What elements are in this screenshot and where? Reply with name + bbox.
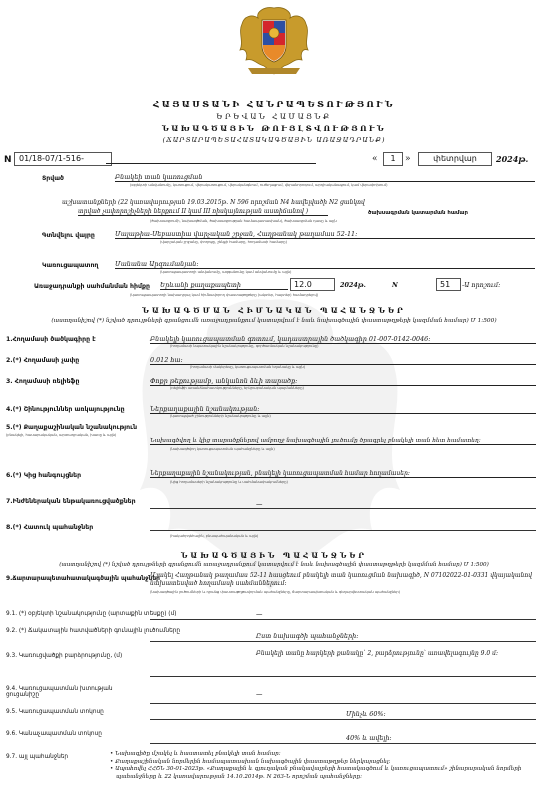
row93-label: 9.3. Կառուցվածքի բարձրությունը, (մ) bbox=[6, 653, 123, 659]
row92-label: 9.2. (*) Ճակատային հատվածների գունային լուծումները bbox=[6, 628, 181, 634]
address-label: Գտնվելու վայրը bbox=[42, 232, 95, 239]
row3-label: 3. Հողամասի ռելիեֆը bbox=[6, 378, 80, 385]
doc-day-field: 1 bbox=[383, 152, 403, 166]
row96-underline bbox=[150, 743, 536, 744]
header-city: ԵՐԵՎԱՆ ՀԱՄԱՅՆՔ bbox=[216, 112, 332, 121]
row4-hint: (կառուցված շինությունների նշանակությունը և այլն) bbox=[170, 414, 271, 418]
row5-left-hint: (բնակելի, հասարակական, արտադրական, խառը և այլն) bbox=[6, 433, 117, 437]
basis-line-2: տրված չափորոշիչների ներքում II կամ III ռիսկայնության աստիճանով ) bbox=[78, 208, 328, 216]
header-permit-subtitle: (ՃԱՐՏԱՐԱՊԵՏԱՀԱՏԱԿԱԳԾԱՅԻՆ ԱՌԱՋԱԴՐԱՆՔ) bbox=[162, 136, 386, 144]
row97-item: • Նախագիծը մշակել և հաստատել բնակելի տան համար: bbox=[110, 751, 281, 757]
row96-label: 9.6. Կանաչապատման տոկոսը bbox=[6, 731, 102, 737]
row9-value: Մշակել Հաղթանակ թաղամաս 52-11 հասցեում բնակելի տան կառուցման նախագիծ, N 07102022-01-0331 վկայականով նախատեսված հողամասի սահմաններում: bbox=[150, 572, 533, 587]
municipal-date-field: 12.0 bbox=[290, 278, 335, 291]
issued-to-hint: (օբյեկտի անվանումը, կառուցում, վերակառուցում, վերականգնում, ուժեղացում, վերանորոգում, արդիականացում, կամ վերափոխում) bbox=[130, 183, 388, 187]
row95-value: Մինչև 60%: bbox=[346, 710, 386, 718]
section1-title: ՆԱԽԱԳԾՄԱՆ ՀԻՄՆԱԿԱՆ ՊԱՀԱՆՋՆԵՐ bbox=[142, 306, 406, 315]
address-value: Մալաթիա-Սեբաստիա վարչական շրջան, Հաղթանակ թաղամաս 52-11: bbox=[115, 230, 535, 239]
row7-label: 7.Ինժեներական ենթակառուցվածքներ bbox=[6, 498, 136, 505]
municipal-hint: (կառուցապատողի նախադրյալ կամ հիմնավորող փաստաթղթերը (ակտեր, հայտեր) համադրելով) bbox=[130, 293, 319, 297]
row1-label: 1.Հողամասի ծածկագիրը է bbox=[6, 336, 96, 343]
doc-number-field: 01/18-07/1-516- bbox=[14, 152, 112, 166]
row92-value: Ըստ նախագծի պահանջների: bbox=[256, 632, 359, 640]
row93-value: Բնակելի տանը հարկերի քանակը՝ 2, բարձրությունը՝ առավելագույնը 9.0 մ: bbox=[256, 650, 498, 657]
basis-hint: (ծախսագրումի, նախագծման, ծախսագրության համապատասխան), ծախսագրման դասը և այլն bbox=[150, 219, 337, 223]
row3-value: Փոքր թեքությամբ, անկանոն ձևի տարածք: bbox=[150, 377, 536, 386]
row2-hint: (հողամասի մակերեսը, կառուցապատման եղանակը և այլն) bbox=[190, 365, 306, 369]
customer-label: Կառուցապատող bbox=[42, 262, 99, 269]
coat-of-arms-emblem bbox=[234, 2, 314, 80]
row94-label: 9.4. Կառուցապատման խտության ցուցանիշը bbox=[6, 686, 113, 698]
header-permit-title: ՆԱԽԱԳԾԱՅԻՆ ԹՈՒՅԼՏՎՈՒԹՅՈՒՆ bbox=[161, 124, 387, 133]
municipal-num-field: 51 bbox=[436, 278, 461, 291]
row4-label: 4.(*) Շինություններ առկայությունը bbox=[6, 406, 125, 413]
customer-value: Մանանա Արզումանյան: bbox=[115, 260, 535, 269]
row91-value: — bbox=[256, 610, 263, 618]
row94-value: — bbox=[256, 690, 263, 698]
municipal-label: Առաջադրանքի սահմանման հիմքը bbox=[34, 283, 150, 290]
row9-hint: (նախագծային լուծումների և դրանց փաստաթղթավորման պահանջները, ճարտարապետական և գեղարվեստական պահանջներ) bbox=[150, 590, 401, 594]
basis-line-1: աշխատանքների (22 կառավարության 19.03.2015թ. N 596 որոշման N4 հավելվածի N2 ցանկով bbox=[62, 199, 365, 206]
customer-hint: (կառուցապատողի անվանումը, ազգանունը կամ անվանումը և այլն) bbox=[160, 270, 292, 274]
row91-label: 9.1. (*) օբյեկտի նշանակությունը (արտաքին տեսքը) (մ) bbox=[6, 611, 177, 617]
municipal-year: 2024թ. bbox=[340, 281, 366, 289]
section2-title: ՆԱԽԱԳԾԱՅԻՆ ՊԱՀԱՆՋՆԵՐ bbox=[180, 551, 368, 560]
row97-item: • Ապահովել ՀՀՇՆ 30-01-2023թ. «Քաղաքային և գյուղական բնակավայրերի հատակագծում և կառուցապատում» շինարարական նորմերի պահանջները և 22 կառավարության 14.10.2014թ. N 263-Ն որոշման պահանջները: bbox=[110, 766, 522, 780]
header-country: ՀԱՅԱՍՏԱՆԻ ՀԱՆՐԱՊԵՏՈՒԹՅՈՒՆ bbox=[152, 100, 396, 110]
row95-underline bbox=[150, 719, 536, 720]
section1-subtitle: (աստղանիշով (*) նշված դրույթների գրանցումն առաջադրանքում կատարվում է նաև նախագծային փաստաթղթերի կազմման համար) Մ 1:500) bbox=[51, 318, 497, 324]
row1-hint: (հողամասի նպատակային նշանակությունը, գործառնական նշանակությունը) bbox=[170, 344, 319, 348]
address-hint: (վարչական շրջանը, փողոցը, շենքի համարը, հողամասի համարը) bbox=[160, 240, 287, 244]
row6-label: 6.(*) Կից հանգույցներ bbox=[6, 472, 82, 479]
issued-to-label: Տրված bbox=[42, 175, 64, 182]
row9-label: 9.Ճարտարապետահատակագծային պահանջներ bbox=[6, 576, 160, 582]
row2-label: 2.(*) Հողամասի չափը bbox=[6, 357, 80, 364]
row6-value: Ներքաղաքային նշանակության, բնակելի կառուցապատման համար հողամասեր: bbox=[150, 470, 536, 478]
row93-underline bbox=[150, 676, 536, 677]
municipal-value: Երևանի քաղաքապետի bbox=[160, 281, 288, 290]
doc-month-field: փետրվար bbox=[418, 152, 492, 166]
row8-hint: (հակահրդեհային, բնապահպանական և այլն) bbox=[170, 534, 259, 538]
doc-year: 2024թ. bbox=[496, 154, 529, 164]
row5-hint: (նախագծվող կառուցապատման պահանջները և այլն) bbox=[170, 447, 275, 451]
row91-underline bbox=[150, 619, 536, 620]
doc-number-label: N bbox=[4, 155, 12, 165]
row5-label: 5.(*) Քաղաքաշինական նշանակություն bbox=[6, 424, 138, 431]
row95-label: 9.5. Կառուցապատման տոկոսը bbox=[6, 709, 104, 715]
issued-to-value: Բնակեի տան կառուցման bbox=[115, 173, 535, 182]
row3-hint: (ռելիեֆի առանձնահատկությունները, երկրաբանական պայմանները) bbox=[170, 386, 304, 390]
row94-underline bbox=[150, 703, 536, 704]
row8-underline bbox=[150, 530, 536, 531]
row96-value: 40% և ավելի: bbox=[346, 734, 392, 742]
row5-value: Նախագծվող և կից տարածքներով ամբողջ նախագծային լուծումը ծրագրել բնակելի տան հետ համատեղ: bbox=[150, 438, 536, 445]
row8-label: 8.(*) Հատուկ պահանջներ bbox=[6, 524, 94, 531]
row92-underline bbox=[150, 641, 536, 642]
row4-value: Ներքաղաքային նշանակության: bbox=[150, 405, 536, 414]
row7-underline bbox=[150, 508, 536, 509]
row7-value: — bbox=[256, 500, 263, 508]
row97-label: 9.7. այլ պահանջներ bbox=[6, 754, 69, 760]
row97-item: • Քաղաքաշինական նորմերին համապատասխան նախագծային փաստաթղթեր ներկայացնել: bbox=[110, 758, 391, 765]
row6-hint: (կից հողամասերի նշանակությունը և սահմանափակումները) bbox=[170, 480, 288, 484]
doc-number-underline bbox=[106, 163, 316, 164]
row1-value: Բնակելի կառուցապատման գոտում, կադաստրային ծածկագիր 01-007-0142-0046: bbox=[150, 335, 536, 344]
row2-value: 0.012 հա: bbox=[150, 356, 536, 365]
section2-subtitle: (աստղանիշով (*) նշված դրույթների գրանցումն առաջադրանքում կատարվում է նաև նախագծային փաստաթղթերի կազմման համար) Մ 1:500) bbox=[59, 562, 489, 568]
municipal-num-prefix: N bbox=[392, 281, 398, 289]
municipal-tail: -Ա որոշում: bbox=[462, 281, 501, 289]
quote-close: » bbox=[405, 154, 411, 164]
quote-open: « bbox=[372, 154, 378, 164]
row97-list bbox=[110, 751, 540, 781]
basis-right-text: ծախսագրման կատարման համար bbox=[368, 210, 468, 216]
